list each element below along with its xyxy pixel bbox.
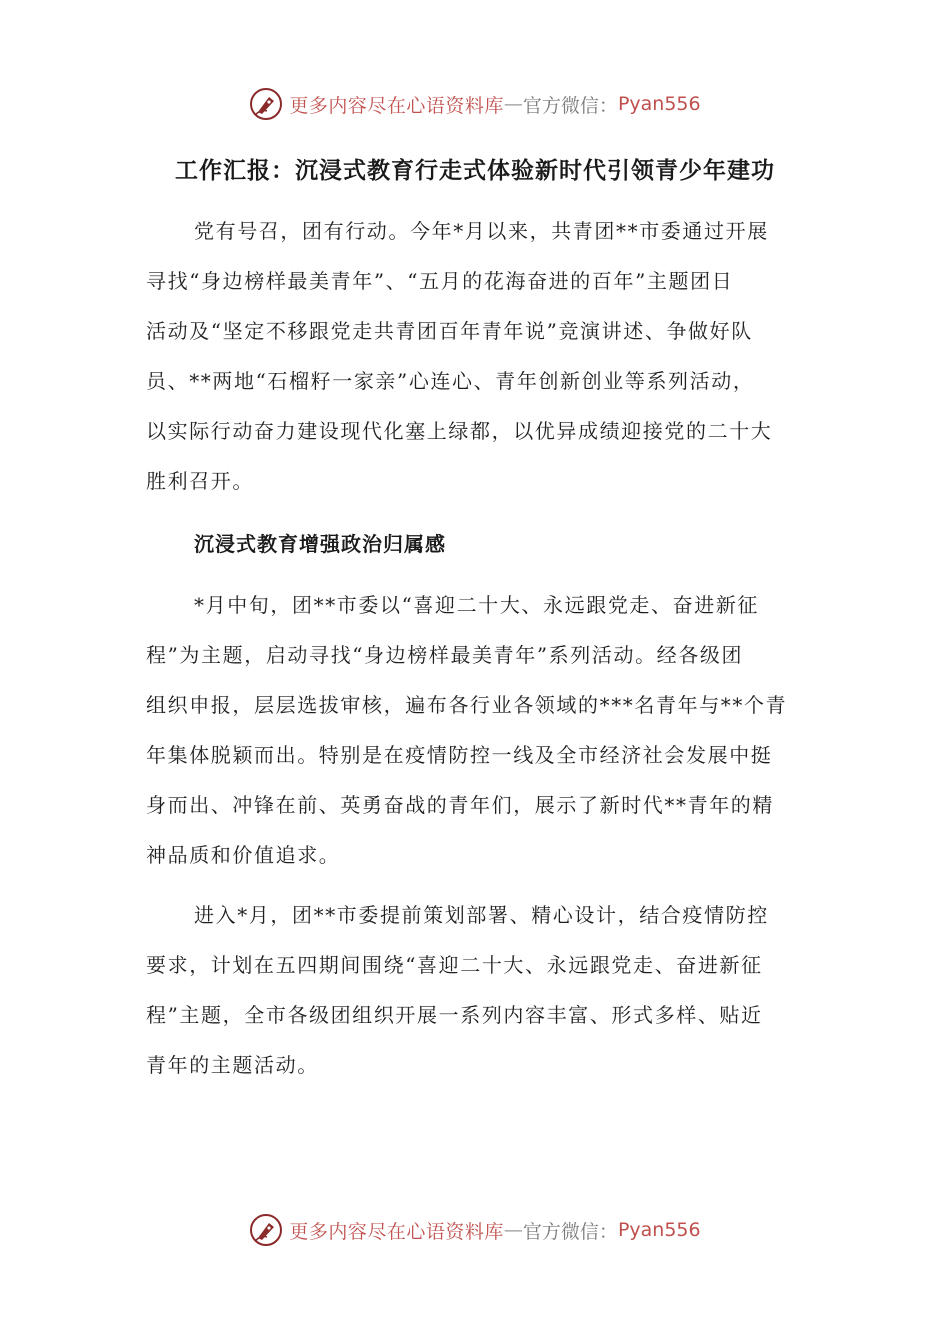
banner-text: 更多内容尽在心语资料库	[289, 94, 504, 117]
banner-separator: —	[503, 1219, 523, 1241]
banner-text: 更多内容尽在心语资料库	[289, 1220, 504, 1243]
banner-wechat-label: 官方微信：	[522, 1220, 618, 1243]
paragraph-line: *月中旬，团**市委以“喜迎二十大、永远跟党走、奋进新征	[194, 593, 760, 617]
paragraph-line: 员、**两地“石榴籽一家亲”心连心、青年创新创业等系列活动，	[146, 369, 755, 393]
section-paragraph-block	[146, 890, 806, 1090]
banner-wechat-id: Pyan556	[617, 1219, 701, 1241]
header-banner	[0, 82, 950, 126]
footer-banner	[0, 1208, 950, 1252]
paragraph-line: 青年的主题活动。	[146, 1053, 319, 1077]
intro-paragraph-block	[146, 206, 806, 506]
pen-nib-logo-icon	[249, 1213, 283, 1247]
paragraph	[146, 206, 806, 506]
paragraph-line: 身而出、冲锋在前、英勇奋战的青年们，展示了新时代**青年的精	[146, 793, 774, 817]
banner-wechat-id: Pyan556	[617, 93, 701, 115]
paragraph	[146, 580, 806, 880]
section-heading: 沉浸式教育增强政治归属感	[194, 532, 446, 556]
paragraph-line: 组织申报，层层选拔审核，遍布各行业各领域的***名青年与**个青	[146, 693, 788, 717]
paragraph	[146, 890, 806, 1090]
banner-wechat-label: 官方微信：	[522, 94, 618, 117]
paragraph-line: 要求，计划在五四期间围绕“喜迎二十大、永远跟党走、奋进新征	[146, 953, 763, 977]
banner-separator: —	[503, 93, 523, 115]
paragraph-line: 程”主题，全市各级团组织开展一系列内容丰富、形式多样、贴近	[146, 1003, 763, 1027]
paragraph-line: 进入*月，团**市委提前策划部署、精心设计，结合疫情防控	[194, 903, 769, 927]
paragraph-line: 程”为主题，启动寻找“身边榜样最美青年”系列活动。经各级团	[146, 643, 744, 667]
paragraph-line: 年集体脱颖而出。特别是在疫情防控一线及全市经济社会发展中挺	[146, 743, 773, 767]
section-paragraph-block	[146, 580, 806, 880]
paragraph-line: 胜利召开。	[146, 469, 254, 493]
paragraph-line: 以实际行动奋力建设现代化塞上绿都，以优异成绩迎接党的二十大	[146, 419, 773, 443]
paragraph-line: 寻找“身边榜样最美青年”、“五月的花海奋进的百年”主题团日	[146, 269, 734, 293]
section-heading-block	[146, 528, 806, 557]
paragraph-line: 神品质和价值追求。	[146, 843, 341, 867]
pen-nib-logo-icon	[249, 87, 283, 121]
document-title: 工作汇报：沉浸式教育行走式体验新时代引领青少年建功	[175, 158, 775, 184]
paragraph-line: 活动及“坚定不移跟党走共青团百年青年说”竞演讲述、争做好队	[146, 319, 753, 343]
paragraph-line: 党有号召，团有行动。今年*月以来，共青团**市委通过开展	[194, 219, 769, 243]
